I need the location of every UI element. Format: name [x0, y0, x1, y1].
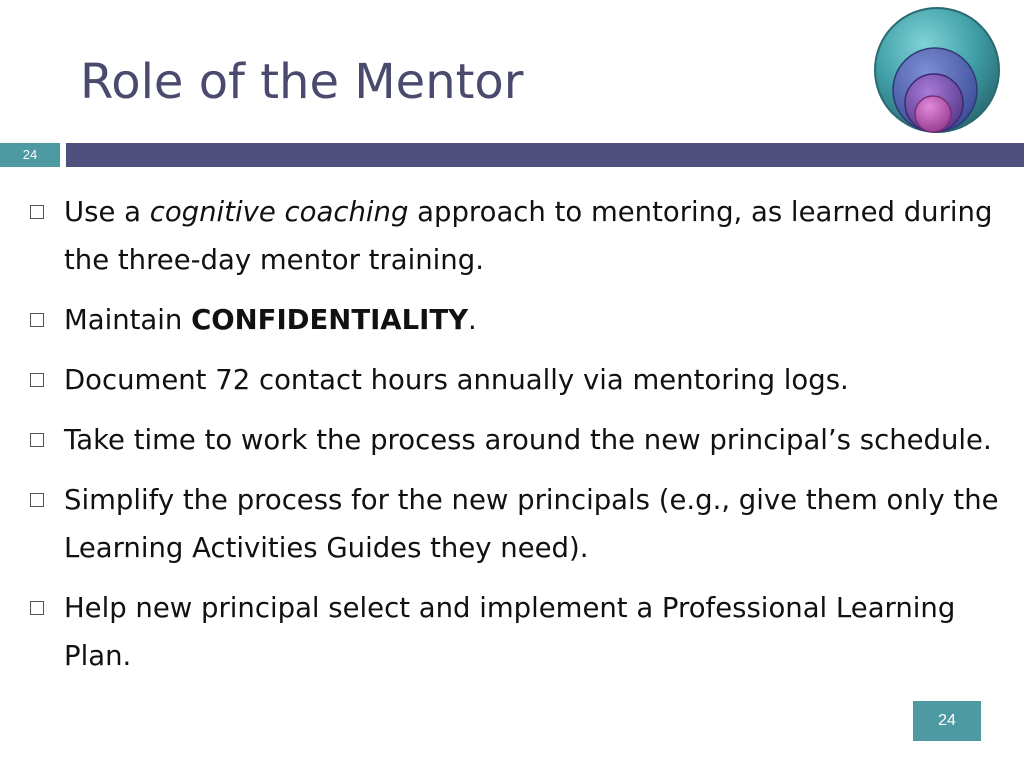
bullet-text: Maintain CONFIDENTIALITY. — [64, 304, 477, 336]
checkbox-square-icon — [30, 493, 44, 507]
bullet-item — [26, 356, 1001, 404]
checkbox-square-icon — [30, 373, 44, 387]
bullet-item — [26, 416, 1001, 464]
bullet-text: Help new principal select and implement a Professional Learning Plan. — [64, 592, 956, 672]
bullet-text: Simplify the process for the new principals (e.g., give them only the Learning Activities Guides they need). — [64, 484, 999, 564]
checkbox-square-icon — [30, 601, 44, 615]
slide-number-tab: 24 — [0, 143, 60, 167]
bullet-text: Use a cognitive coaching approach to mentoring, as learned during the three-day mentor training. — [64, 196, 993, 276]
title-divider-bar — [66, 143, 1024, 167]
bullet-text: Take time to work the process around the new principal’s schedule. — [64, 424, 992, 456]
emphasis-text: cognitive coaching — [149, 196, 409, 228]
bullet-list — [26, 188, 1001, 692]
bullet-item — [26, 188, 1001, 284]
checkbox-square-icon — [30, 313, 44, 327]
logo-pink-circle — [915, 96, 951, 132]
bullet-item — [26, 584, 1001, 680]
strong-text: CONFIDENTIALITY — [191, 304, 469, 336]
bullet-item — [26, 296, 1001, 344]
checkbox-square-icon — [30, 433, 44, 447]
bullet-item — [26, 476, 1001, 572]
concentric-circles-logo — [872, 6, 1002, 140]
page-number-badge: 24 — [913, 701, 981, 741]
checkbox-square-icon — [30, 205, 44, 219]
bullet-text: Document 72 contact hours annually via mentoring logs. — [64, 364, 849, 396]
slide-title: Role of the Mentor — [80, 54, 524, 110]
